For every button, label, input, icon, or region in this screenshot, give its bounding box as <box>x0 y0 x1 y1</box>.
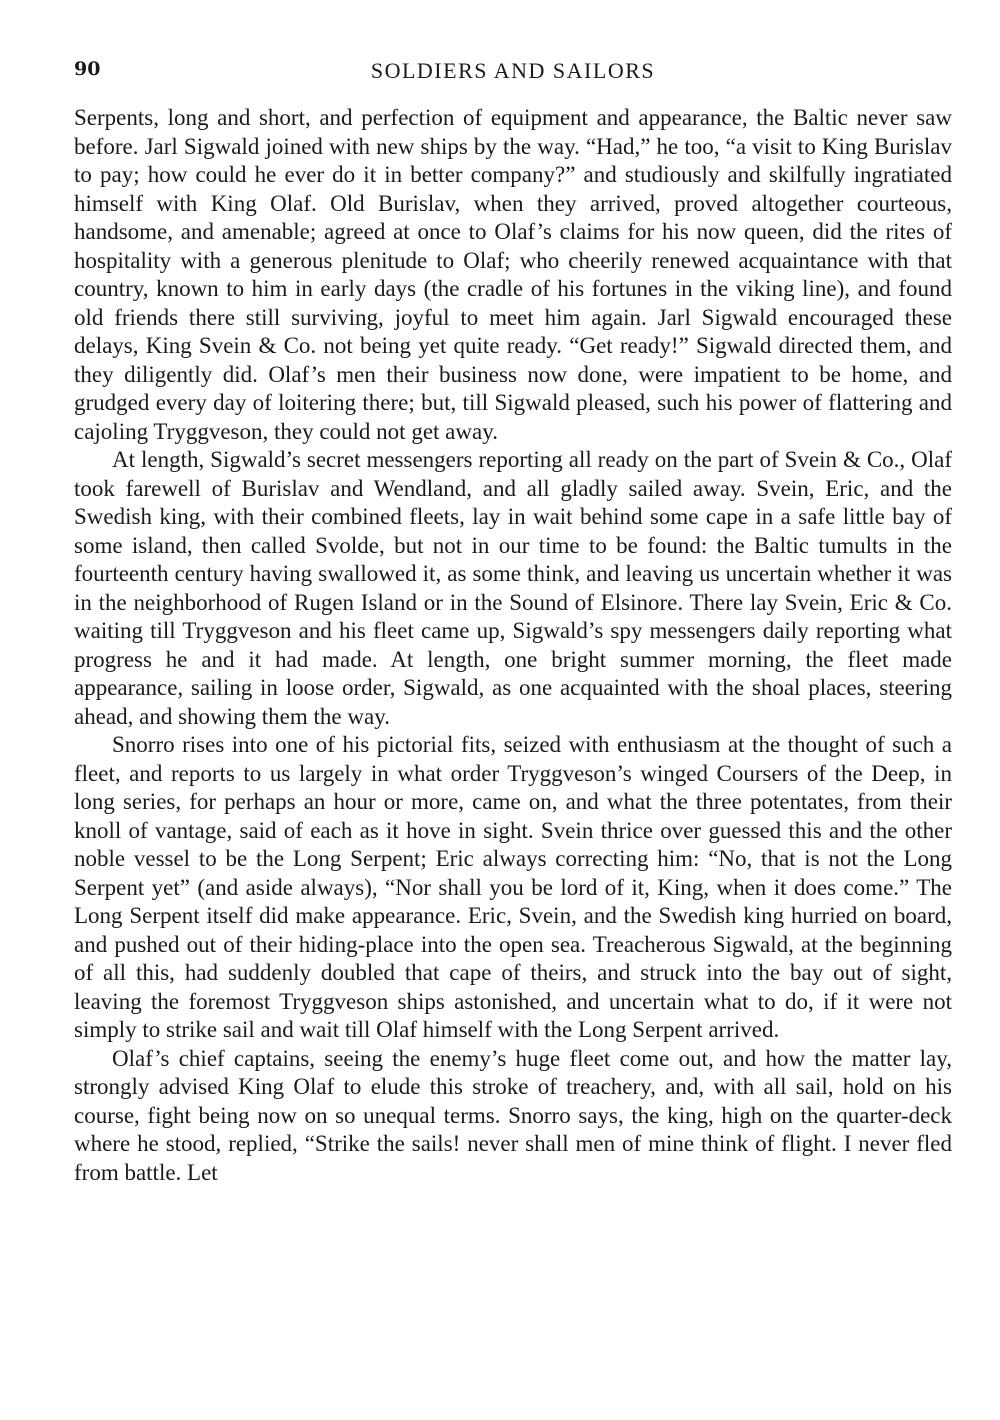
paragraph: Snorro rises into one of his pictorial fits, seized with enthusiasm at the thought of such a fleet, and reports to us largely in what order Tryggveson’s winged Coursers of the Deep, in long series, for perhaps an hour or more, came on, and what the three potentates, from their knoll of vantage, said of each as it hove in sight. Svein thrice over guessed this and the other noble vessel to be the Long Serpent; Eric always correcting him: “No, that is not the Long Serpent yet” (and aside always), “Nor shall you be lord of it, King, when it does come.” The Long Serpent itself did make appearance. Eric, Svein, and the Swedish king hurried on board, and pushed out of their hiding-place into the open sea. Treacherous Sigwald, at the beginning of all this, had suddenly doubled that cape of theirs, and struck into the bay out of sight, leaving the foremost Tryggveson ships astonished, and uncertain what to do, if it were not simply to strike sail and wait till Olaf himself with the Long Serpent arrived. <box>74 732 952 1042</box>
paragraph: Olaf’s chief captains, seeing the enemy’s huge fleet come out, and how the matter lay, strongly advised King Olaf to elude this stroke of treachery, and, with all sail, hold on his course, fight being now on so unequal terms. Snorro says, the king, high on the quarter-deck where he stood, replied, “Strike the sails! never shall men of mine think of flight. I never fled from battle. Let <box>74 1045 952 1185</box>
body-text <box>74 104 952 1187</box>
page-number: 90 <box>74 58 101 80</box>
paragraph: Serpents, long and short, and perfection of equipment and appearance, the Baltic never saw before. Jarl Sigwald joined with new ships by the way. “Had,” he too, “a visit to King Burislav to pay; how could he ever do it in better company?” and studiously and skilfully ingratiated himself with King Olaf. Old Burislav, when they arrived, proved altogether courteous, handsome, and amenable; agreed at once to Olaf’s claims for his now queen, did the rites of hospitality with a generous plenitude to Olaf; who cheerily renewed acquaintance with that country, known to him in early days (the cradle of his fortunes in the viking line), and found old friends there still surviving, joyful to meet him again. Jarl Sigwald encouraged these delays, King Svein & Co. not being yet quite ready. “Get ready!” Sigwald directed them, and they diligently did. Olaf’s men their business now done, were impatient to be home, and grudged every day of loitering there; but, till Sigwald pleased, such his power of flattering and cajoling Tryggveson, they could not get away. <box>74 105 952 444</box>
page-header <box>74 58 952 88</box>
paragraph: At length, Sigwald’s secret messengers reporting all ready on the part of Svein & Co., Olaf took farewell of Burislav and Wendland, and all gladly sailed away. Svein, Eric, and the Swedish king, with their combined fleets, lay in wait behind some cape in a safe little bay of some island, then called Svolde, but not in our time to be found: the Baltic tumults in the fourteenth century having swallowed it, as some think, and leaving us uncertain whether it was in the neighborhood of Rugen Island or in the Sound of Elsinore. There lay Svein, Eric & Co. waiting till Tryggveson and his fleet came up, Sigwald’s spy messengers daily reporting what progress he and it had made. At length, one bright summer morning, the fleet made appearance, sailing in loose order, Sigwald, as one acquainted with the shoal places, steering ahead, and showing them the way. <box>74 447 952 729</box>
running-title: SOLDIERS AND SAILORS <box>370 58 656 83</box>
